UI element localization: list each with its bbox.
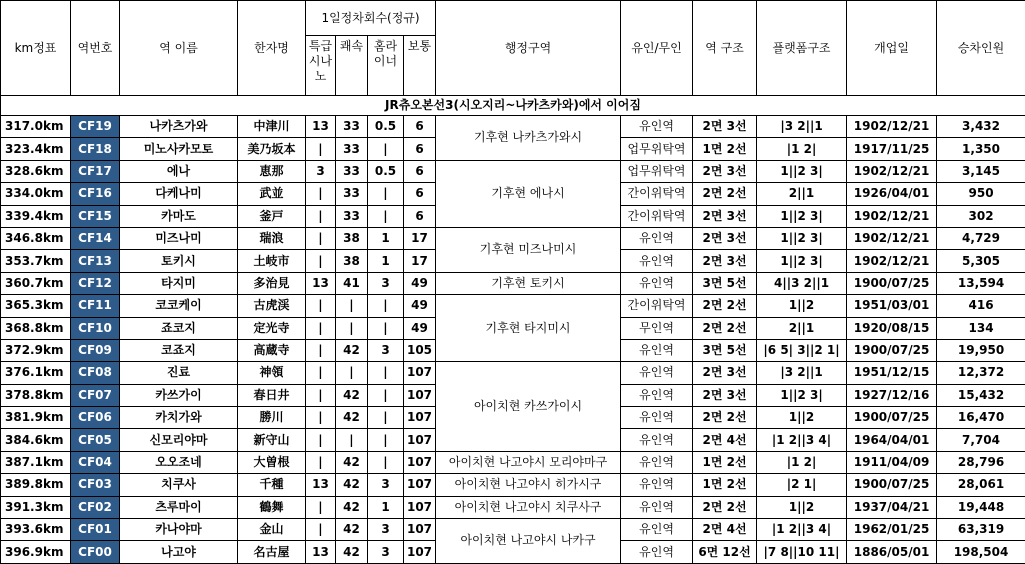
platform-cell: 2||1 <box>757 317 847 339</box>
stops-limited-express-cell: | <box>306 295 336 317</box>
station-number-badge: CF04 <box>71 451 120 473</box>
structure-cell: 2면 3선 <box>693 205 757 227</box>
kanji-cell: 千種 <box>238 474 306 496</box>
stops-local-cell: 6 <box>404 205 436 227</box>
station-name-cell: 카나야마 <box>120 519 238 541</box>
stops-limited-express-cell: | <box>306 227 336 249</box>
header-home-liner: 홈라 이너 <box>368 36 404 96</box>
stops-rapid-cell: 38 <box>336 227 368 249</box>
passengers-cell: 16,470 <box>937 407 1025 429</box>
stops-local-cell: 49 <box>404 317 436 339</box>
kanji-cell: 高蔵寺 <box>238 339 306 361</box>
km-cell: 381.9km <box>1 407 71 429</box>
station-number-badge: CF12 <box>71 272 120 294</box>
stops-home-liner-cell: | <box>368 295 404 317</box>
stops-local-cell: 17 <box>404 227 436 249</box>
platform-cell: 1||2 3| <box>757 227 847 249</box>
station-name-cell: 토키시 <box>120 250 238 272</box>
station-name-cell: 타지미 <box>120 272 238 294</box>
station-number-badge: CF18 <box>71 138 120 160</box>
km-cell: 368.8km <box>1 317 71 339</box>
stops-rapid-cell: 42 <box>336 384 368 406</box>
structure-cell: 2면 2선 <box>693 295 757 317</box>
header-kanji: 한자명 <box>238 1 306 96</box>
opened-date-cell: 1927/12/16 <box>847 384 937 406</box>
stops-home-liner-cell: 0.5 <box>368 160 404 182</box>
stops-limited-express-cell: | <box>306 205 336 227</box>
kanji-cell: 金山 <box>238 519 306 541</box>
passengers-cell: 28,796 <box>937 451 1025 473</box>
opened-date-cell: 1900/07/25 <box>847 339 937 361</box>
header-platform: 플랫폼구조 <box>757 1 847 96</box>
manned-cell: 유인역 <box>621 227 693 249</box>
table-row <box>1 295 1025 317</box>
station-name-cell: 오오조네 <box>120 451 238 473</box>
passengers-cell: 198,504 <box>937 541 1025 563</box>
station-name-cell: 코코케이 <box>120 295 238 317</box>
platform-cell: 1||2 3| <box>757 250 847 272</box>
stops-home-liner-cell: | <box>368 429 404 451</box>
stops-limited-express-cell: | <box>306 362 336 384</box>
opened-date-cell: 1900/07/25 <box>847 272 937 294</box>
admin-area-cell: 아이치현 나고야시 나카구 <box>436 519 621 564</box>
stops-local-cell: 105 <box>404 339 436 361</box>
stops-rapid-cell: 33 <box>336 138 368 160</box>
station-number-badge: CF19 <box>71 116 120 138</box>
stops-rapid-cell: 42 <box>336 541 368 563</box>
manned-cell: 유인역 <box>621 429 693 451</box>
stops-local-cell: 107 <box>404 474 436 496</box>
stops-local-cell: 6 <box>404 160 436 182</box>
kanji-cell: 新守山 <box>238 429 306 451</box>
continuation-banner: JR츄오본선3(시오지리~나카츠카와)에서 이어짐 <box>1 96 1025 116</box>
km-cell: 365.3km <box>1 295 71 317</box>
km-cell: 346.8km <box>1 227 71 249</box>
opened-date-cell: 1902/12/21 <box>847 227 937 249</box>
admin-area-cell: 아이치현 나고야시 히가시구 <box>436 474 621 496</box>
stops-home-liner-cell: 1 <box>368 227 404 249</box>
structure-cell: 1면 2선 <box>693 474 757 496</box>
opened-date-cell: 1902/12/21 <box>847 160 937 182</box>
passengers-cell: 28,061 <box>937 474 1025 496</box>
kanji-cell: 古虎渓 <box>238 295 306 317</box>
manned-cell: 유인역 <box>621 116 693 138</box>
stops-rapid-cell: | <box>336 362 368 384</box>
km-cell: 376.1km <box>1 362 71 384</box>
stops-limited-express-cell: 13 <box>306 272 336 294</box>
table-row <box>1 451 1025 473</box>
structure-cell: 6면 12선 <box>693 541 757 563</box>
structure-cell: 2면 2선 <box>693 183 757 205</box>
header-passengers: 승차인원 <box>937 1 1025 96</box>
manned-cell: 간이위탁역 <box>621 295 693 317</box>
passengers-cell: 12,372 <box>937 362 1025 384</box>
structure-cell: 2면 2선 <box>693 496 757 518</box>
station-name-cell: 죠코지 <box>120 317 238 339</box>
manned-cell: 업무위탁역 <box>621 138 693 160</box>
stops-limited-express-cell: 3 <box>306 160 336 182</box>
opened-date-cell: 1902/12/21 <box>847 205 937 227</box>
kanji-cell: 瑞浪 <box>238 227 306 249</box>
admin-area-cell: 기후현 나카츠가와시 <box>436 116 621 161</box>
kanji-cell: 武並 <box>238 183 306 205</box>
stops-limited-express-cell: | <box>306 496 336 518</box>
stops-rapid-cell: 41 <box>336 272 368 294</box>
structure-cell: 2면 3선 <box>693 384 757 406</box>
table-row <box>1 362 1025 384</box>
station-number-badge: CF17 <box>71 160 120 182</box>
platform-cell: 1||2 3| <box>757 205 847 227</box>
stops-local-cell: 107 <box>404 429 436 451</box>
stops-local-cell: 17 <box>404 250 436 272</box>
kanji-cell: 多治見 <box>238 272 306 294</box>
structure-cell: 2면 3선 <box>693 250 757 272</box>
km-cell: 360.7km <box>1 272 71 294</box>
admin-area-cell: 기후현 미즈나미시 <box>436 227 621 272</box>
platform-cell: 1||2 <box>757 407 847 429</box>
table-row <box>1 519 1025 541</box>
stops-rapid-cell: 33 <box>336 116 368 138</box>
structure-cell: 3면 5선 <box>693 272 757 294</box>
passengers-cell: 302 <box>937 205 1025 227</box>
admin-area-cell: 아이치현 나고야시 모리야마구 <box>436 451 621 473</box>
header-km: km정표 <box>1 1 71 96</box>
passengers-cell: 63,319 <box>937 519 1025 541</box>
passengers-cell: 3,432 <box>937 116 1025 138</box>
stops-limited-express-cell: | <box>306 183 336 205</box>
table-row <box>1 227 1025 249</box>
kanji-cell: 神領 <box>238 362 306 384</box>
station-number-badge: CF10 <box>71 317 120 339</box>
platform-cell: 4||3 2||1 <box>757 272 847 294</box>
admin-area-cell: 아이치현 카쓰가이시 <box>436 362 621 452</box>
header-admin-area: 행정구역 <box>436 1 621 96</box>
stops-home-liner-cell: | <box>368 362 404 384</box>
header-structure: 역 구조 <box>693 1 757 96</box>
structure-cell: 1면 2선 <box>693 451 757 473</box>
opened-date-cell: 1900/07/25 <box>847 407 937 429</box>
opened-date-cell: 1951/03/01 <box>847 295 937 317</box>
stops-local-cell: 107 <box>404 496 436 518</box>
manned-cell: 간이위탁역 <box>621 205 693 227</box>
table-row <box>1 116 1025 138</box>
stops-local-cell: 49 <box>404 295 436 317</box>
station-name-cell: 카치가와 <box>120 407 238 429</box>
km-cell: 378.8km <box>1 384 71 406</box>
stops-limited-express-cell: | <box>306 138 336 160</box>
stops-limited-express-cell: 13 <box>306 474 336 496</box>
opened-date-cell: 1911/04/09 <box>847 451 937 473</box>
opened-date-cell: 1917/11/25 <box>847 138 937 160</box>
opened-date-cell: 1900/07/25 <box>847 474 937 496</box>
km-cell: 339.4km <box>1 205 71 227</box>
station-name-cell: 미즈나미 <box>120 227 238 249</box>
platform-cell: 1||2 3| <box>757 160 847 182</box>
station-name-cell: 츠루마이 <box>120 496 238 518</box>
km-cell: 372.9km <box>1 339 71 361</box>
platform-cell: |1 2||3 4| <box>757 519 847 541</box>
station-name-cell: 나고야 <box>120 541 238 563</box>
stops-rapid-cell: 33 <box>336 183 368 205</box>
header-rapid: 쾌속 <box>336 36 368 96</box>
opened-date-cell: 1926/04/01 <box>847 183 937 205</box>
kanji-cell: 釜戸 <box>238 205 306 227</box>
platform-cell: 1||2 3| <box>757 384 847 406</box>
km-cell: 391.3km <box>1 496 71 518</box>
km-cell: 384.6km <box>1 429 71 451</box>
header-manned: 유인/무인 <box>621 1 693 96</box>
stops-local-cell: 49 <box>404 272 436 294</box>
passengers-cell: 19,950 <box>937 339 1025 361</box>
stops-limited-express-cell: | <box>306 384 336 406</box>
manned-cell: 유인역 <box>621 541 693 563</box>
stops-rapid-cell: 42 <box>336 339 368 361</box>
station-number-badge: CF15 <box>71 205 120 227</box>
header-limited-express-shinano: 특급 시나노 <box>306 36 336 96</box>
stops-home-liner-cell: | <box>368 407 404 429</box>
structure-cell: 2면 3선 <box>693 160 757 182</box>
manned-cell: 유인역 <box>621 362 693 384</box>
manned-cell: 업무위탁역 <box>621 160 693 182</box>
stops-local-cell: 107 <box>404 362 436 384</box>
table-row <box>1 272 1025 294</box>
opened-date-cell: 1902/12/21 <box>847 250 937 272</box>
stops-local-cell: 6 <box>404 183 436 205</box>
km-cell: 353.7km <box>1 250 71 272</box>
platform-cell: |2 1| <box>757 474 847 496</box>
station-name-cell: 치쿠사 <box>120 474 238 496</box>
header-station-name: 역 이름 <box>120 1 238 96</box>
structure-cell: 1면 2선 <box>693 138 757 160</box>
passengers-cell: 134 <box>937 317 1025 339</box>
stops-rapid-cell: 42 <box>336 451 368 473</box>
station-number-badge: CF09 <box>71 339 120 361</box>
stops-rapid-cell: 38 <box>336 250 368 272</box>
stops-local-cell: 107 <box>404 541 436 563</box>
opened-date-cell: 1902/12/21 <box>847 116 937 138</box>
km-cell: 328.6km <box>1 160 71 182</box>
station-number-badge: CF13 <box>71 250 120 272</box>
header-local: 보통 <box>404 36 436 96</box>
platform-cell: |1 2| <box>757 451 847 473</box>
km-cell: 387.1km <box>1 451 71 473</box>
station-name-cell: 다케나미 <box>120 183 238 205</box>
structure-cell: 2면 3선 <box>693 362 757 384</box>
table-row <box>1 474 1025 496</box>
platform-cell: |6 5| 3||2 1| <box>757 339 847 361</box>
structure-cell: 2면 4선 <box>693 429 757 451</box>
stops-limited-express-cell: | <box>306 519 336 541</box>
stops-rapid-cell: 42 <box>336 519 368 541</box>
structure-cell: 2면 4선 <box>693 519 757 541</box>
stops-home-liner-cell: | <box>368 183 404 205</box>
stops-home-liner-cell: | <box>368 384 404 406</box>
manned-cell: 유인역 <box>621 250 693 272</box>
platform-cell: |3 2||1 <box>757 362 847 384</box>
manned-cell: 유인역 <box>621 384 693 406</box>
station-name-cell: 나카츠가와 <box>120 116 238 138</box>
station-number-badge: CF03 <box>71 474 120 496</box>
km-cell: 396.9km <box>1 541 71 563</box>
station-number-badge: CF07 <box>71 384 120 406</box>
stops-local-cell: 107 <box>404 519 436 541</box>
platform-cell: 2||1 <box>757 183 847 205</box>
stops-local-cell: 6 <box>404 138 436 160</box>
manned-cell: 유인역 <box>621 272 693 294</box>
stops-limited-express-cell: | <box>306 317 336 339</box>
kanji-cell: 大曽根 <box>238 451 306 473</box>
stops-local-cell: 107 <box>404 407 436 429</box>
stops-limited-express-cell: | <box>306 429 336 451</box>
stops-home-liner-cell: 3 <box>368 474 404 496</box>
stops-rapid-cell: 42 <box>336 496 368 518</box>
passengers-cell: 7,704 <box>937 429 1025 451</box>
stops-home-liner-cell: 3 <box>368 339 404 361</box>
station-number-badge: CF02 <box>71 496 120 518</box>
passengers-cell: 1,350 <box>937 138 1025 160</box>
station-number-badge: CF14 <box>71 227 120 249</box>
opened-date-cell: 1920/08/15 <box>847 317 937 339</box>
platform-cell: |3 2||1 <box>757 116 847 138</box>
stops-rapid-cell: 42 <box>336 407 368 429</box>
stops-rapid-cell: | <box>336 317 368 339</box>
structure-cell: 2면 3선 <box>693 227 757 249</box>
structure-cell: 3면 5선 <box>693 339 757 361</box>
passengers-cell: 416 <box>937 295 1025 317</box>
stops-home-liner-cell: 3 <box>368 272 404 294</box>
station-name-cell: 에나 <box>120 160 238 182</box>
structure-cell: 2면 3선 <box>693 116 757 138</box>
manned-cell: 유인역 <box>621 496 693 518</box>
stops-rapid-cell: 33 <box>336 205 368 227</box>
station-number-badge: CF01 <box>71 519 120 541</box>
kanji-cell: 中津川 <box>238 116 306 138</box>
kanji-cell: 名古屋 <box>238 541 306 563</box>
stops-limited-express-cell: 13 <box>306 116 336 138</box>
station-name-cell: 코죠지 <box>120 339 238 361</box>
kanji-cell: 勝川 <box>238 407 306 429</box>
stops-home-liner-cell: 1 <box>368 250 404 272</box>
opened-date-cell: 1951/12/15 <box>847 362 937 384</box>
passengers-cell: 13,594 <box>937 272 1025 294</box>
passengers-cell: 19,448 <box>937 496 1025 518</box>
table-row <box>1 160 1025 182</box>
stops-home-liner-cell: | <box>368 451 404 473</box>
station-number-badge: CF11 <box>71 295 120 317</box>
kanji-cell: 春日井 <box>238 384 306 406</box>
stops-home-liner-cell: 3 <box>368 541 404 563</box>
stops-limited-express-cell: | <box>306 451 336 473</box>
station-name-cell: 신모리야마 <box>120 429 238 451</box>
opened-date-cell: 1886/05/01 <box>847 541 937 563</box>
manned-cell: 유인역 <box>621 519 693 541</box>
kanji-cell: 定光寺 <box>238 317 306 339</box>
passengers-cell: 15,432 <box>937 384 1025 406</box>
stops-rapid-cell: | <box>336 295 368 317</box>
opened-date-cell: 1962/01/25 <box>847 519 937 541</box>
admin-area-cell: 기후현 에나시 <box>436 160 621 227</box>
manned-cell: 유인역 <box>621 451 693 473</box>
admin-area-cell: 기후현 토키시 <box>436 272 621 294</box>
station-name-cell: 카쓰가이 <box>120 384 238 406</box>
stops-rapid-cell: | <box>336 429 368 451</box>
stops-home-liner-cell: | <box>368 317 404 339</box>
km-cell: 323.4km <box>1 138 71 160</box>
platform-cell: 1||2 <box>757 496 847 518</box>
table-row <box>1 496 1025 518</box>
header-daily-stops: 1일정차회수(정규) <box>306 1 436 36</box>
passengers-cell: 3,145 <box>937 160 1025 182</box>
kanji-cell: 土岐市 <box>238 250 306 272</box>
stops-home-liner-cell: 0.5 <box>368 116 404 138</box>
platform-cell: |1 2||3 4| <box>757 429 847 451</box>
admin-area-cell: 아이치현 나고야시 치쿠사구 <box>436 496 621 518</box>
kanji-cell: 恵那 <box>238 160 306 182</box>
station-number-badge: CF00 <box>71 541 120 563</box>
stops-local-cell: 107 <box>404 451 436 473</box>
structure-cell: 2면 2선 <box>693 407 757 429</box>
passengers-cell: 950 <box>937 183 1025 205</box>
kanji-cell: 鶴舞 <box>238 496 306 518</box>
stops-rapid-cell: 42 <box>336 474 368 496</box>
stops-limited-express-cell: | <box>306 407 336 429</box>
manned-cell: 간이위탁역 <box>621 183 693 205</box>
passengers-cell: 4,729 <box>937 227 1025 249</box>
manned-cell: 무인역 <box>621 317 693 339</box>
km-cell: 389.8km <box>1 474 71 496</box>
station-name-cell: 진료 <box>120 362 238 384</box>
opened-date-cell: 1937/04/21 <box>847 496 937 518</box>
station-name-cell: 카마도 <box>120 205 238 227</box>
platform-cell: |1 2| <box>757 138 847 160</box>
station-number-badge: CF16 <box>71 183 120 205</box>
passengers-cell: 5,305 <box>937 250 1025 272</box>
manned-cell: 유인역 <box>621 407 693 429</box>
platform-cell: |7 8||10 11| <box>757 541 847 563</box>
platform-cell: 1||2 <box>757 295 847 317</box>
stops-home-liner-cell: | <box>368 205 404 227</box>
km-cell: 393.6km <box>1 519 71 541</box>
stops-limited-express-cell: | <box>306 250 336 272</box>
stops-rapid-cell: 33 <box>336 160 368 182</box>
stops-home-liner-cell: 1 <box>368 496 404 518</box>
station-name-cell: 미노사카모토 <box>120 138 238 160</box>
stops-home-liner-cell: | <box>368 138 404 160</box>
structure-cell: 2면 2선 <box>693 317 757 339</box>
stops-local-cell: 107 <box>404 384 436 406</box>
stops-limited-express-cell: | <box>306 339 336 361</box>
admin-area-cell: 기후현 타지미시 <box>436 295 621 362</box>
km-cell: 317.0km <box>1 116 71 138</box>
manned-cell: 유인역 <box>621 474 693 496</box>
station-number-badge: CF06 <box>71 407 120 429</box>
stops-home-liner-cell: 3 <box>368 519 404 541</box>
stops-local-cell: 6 <box>404 116 436 138</box>
kanji-cell: 美乃坂本 <box>238 138 306 160</box>
stops-limited-express-cell: 13 <box>306 541 336 563</box>
header-station-number: 역번호 <box>71 1 120 96</box>
opened-date-cell: 1964/04/01 <box>847 429 937 451</box>
header-opened: 개업일 <box>847 1 937 96</box>
station-number-badge: CF05 <box>71 429 120 451</box>
km-cell: 334.0km <box>1 183 71 205</box>
station-number-badge: CF08 <box>71 362 120 384</box>
manned-cell: 유인역 <box>621 339 693 361</box>
